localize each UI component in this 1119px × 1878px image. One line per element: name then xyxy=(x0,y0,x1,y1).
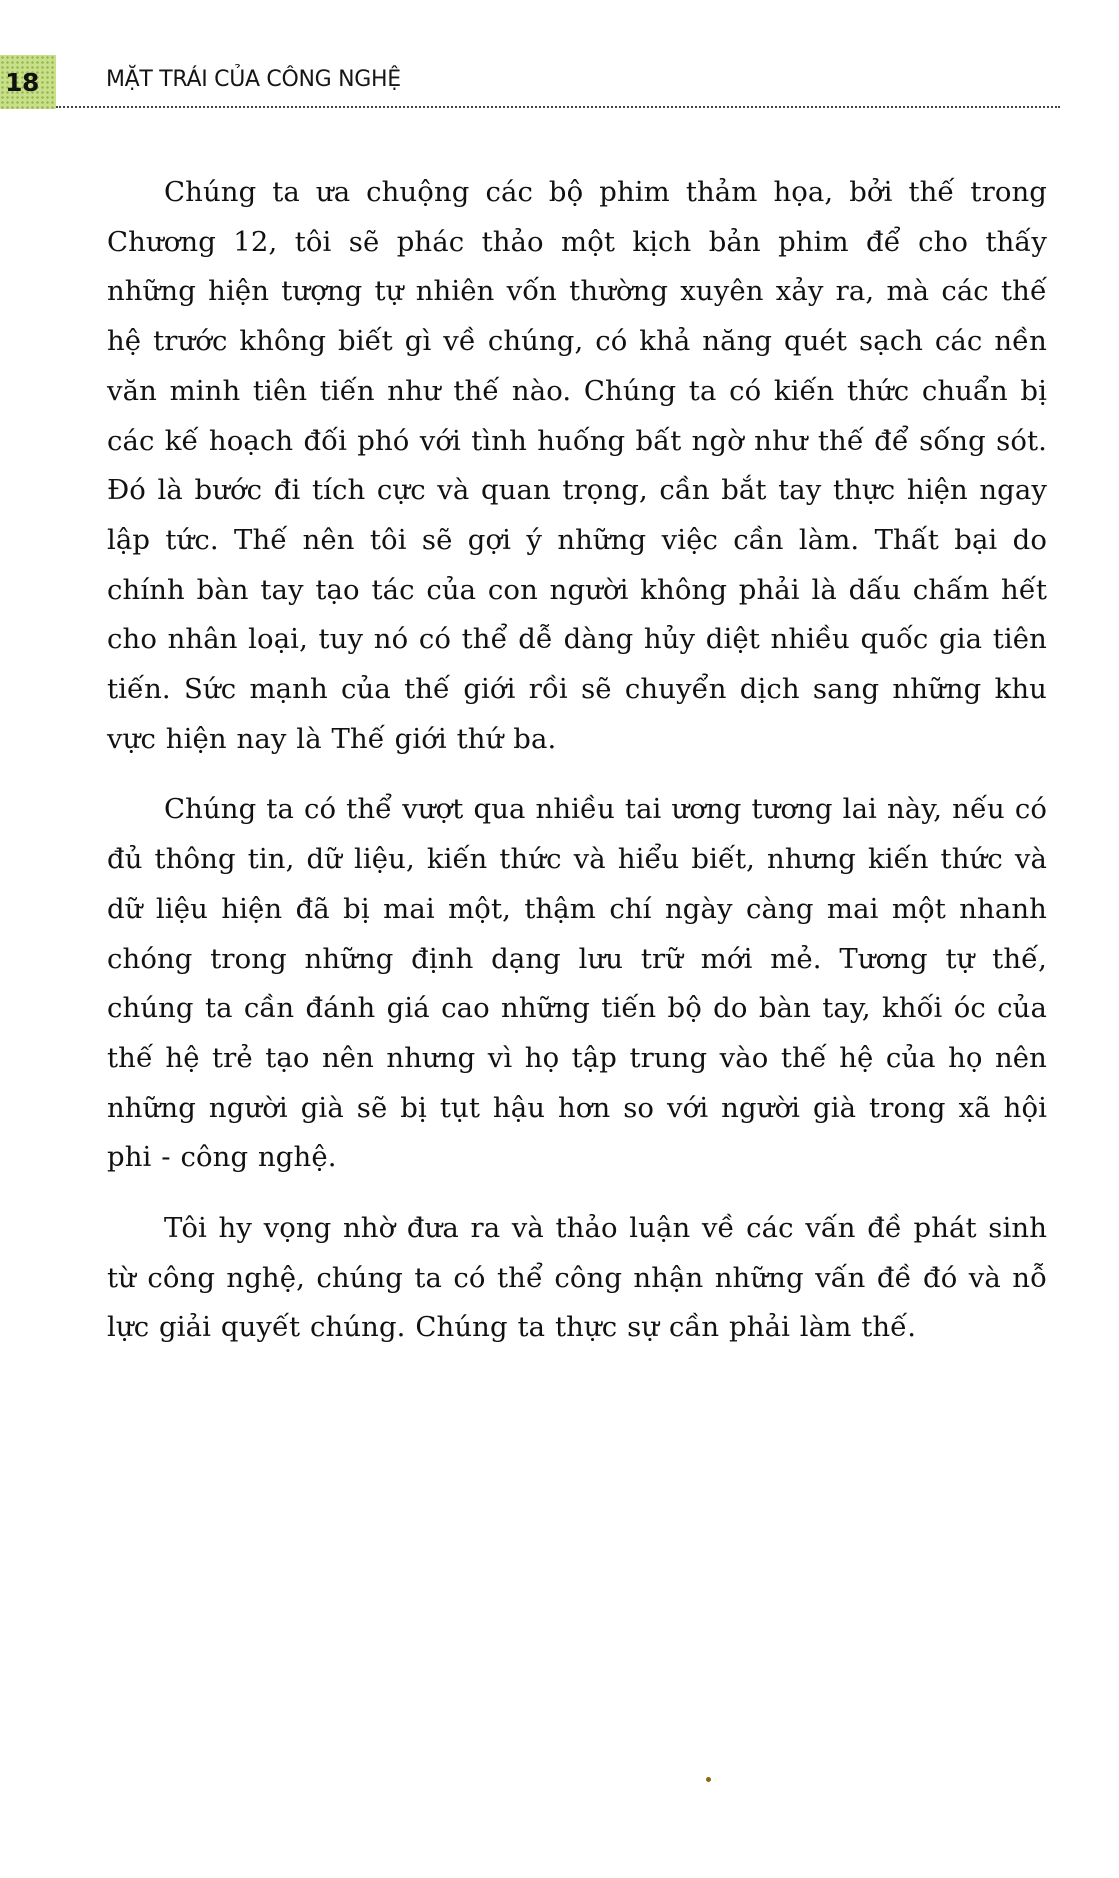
page-header xyxy=(0,0,1060,108)
paragraph-1: Chúng ta ưa chuộng các bộ phim thảm họa, bởi thế trong Chương 12, tôi sẽ phác thảo một kịch bản phim để cho thấy những hiện tượng tự nhiên vốn thường xuyên xảy ra, mà các thế hệ trước không biết gì về chúng, có khả năng quét sạch các nền văn minh tiên tiến như thế nào. Chúng ta có kiến thức chuẩn bị các kế hoạch đối phó với tình huống bất ngờ như thế để sống sót. Đó là bước đi tích cực và quan trọng, cần bắt tay thực hiện ngay lập tức. Thế nên tôi sẽ gợi ý những việc cần làm. Thất bại do chính bàn tay tạo tác của con người không phải là dấu chấm hết cho nhân loại, tuy nó có thể dễ dàng hủy diệt nhiều quốc gia tiên tiến. Sức mạnh của thế giới rồi sẽ chuyển dịch sang những khu vực hiện nay là Thế giới thứ ba. xyxy=(107,176,1047,755)
ink-speck xyxy=(706,1777,711,1782)
paragraph-3: Tôi hy vọng nhờ đưa ra và thảo luận về các vấn đề phát sinh từ công nghệ, chúng ta có thể công nhận những vấn đề đó và nỗ lực giải quyết chúng. Chúng ta thực sự cần phải làm thế. xyxy=(107,1212,1047,1344)
header-divider xyxy=(56,106,1060,108)
page-number-badge xyxy=(0,55,56,109)
paragraph-2: Chúng ta có thể vượt qua nhiều tai ương tương lai này, nếu có đủ thông tin, dữ liệu, kiến thức và hiểu biết, nhưng kiến thức và dữ liệu hiện đã bị mai một, thậm chí ngày càng mai một nhanh chóng trong những định dạng lưu trữ mới mẻ. Tương tự thế, chúng ta cần đánh giá cao những tiến bộ do bàn tay, khối óc của thế hệ trẻ tạo nên nhưng vì họ tập trung vào thế hệ của họ nên những người già sẽ bị tụt hậu hơn so với người già trong xã hội phi - công nghệ. xyxy=(107,793,1047,1174)
running-title: MẶT TRÁI CỦA CÔNG NGHỆ xyxy=(106,67,401,92)
body-text xyxy=(107,168,1047,1374)
page-number: 18 xyxy=(5,67,39,97)
